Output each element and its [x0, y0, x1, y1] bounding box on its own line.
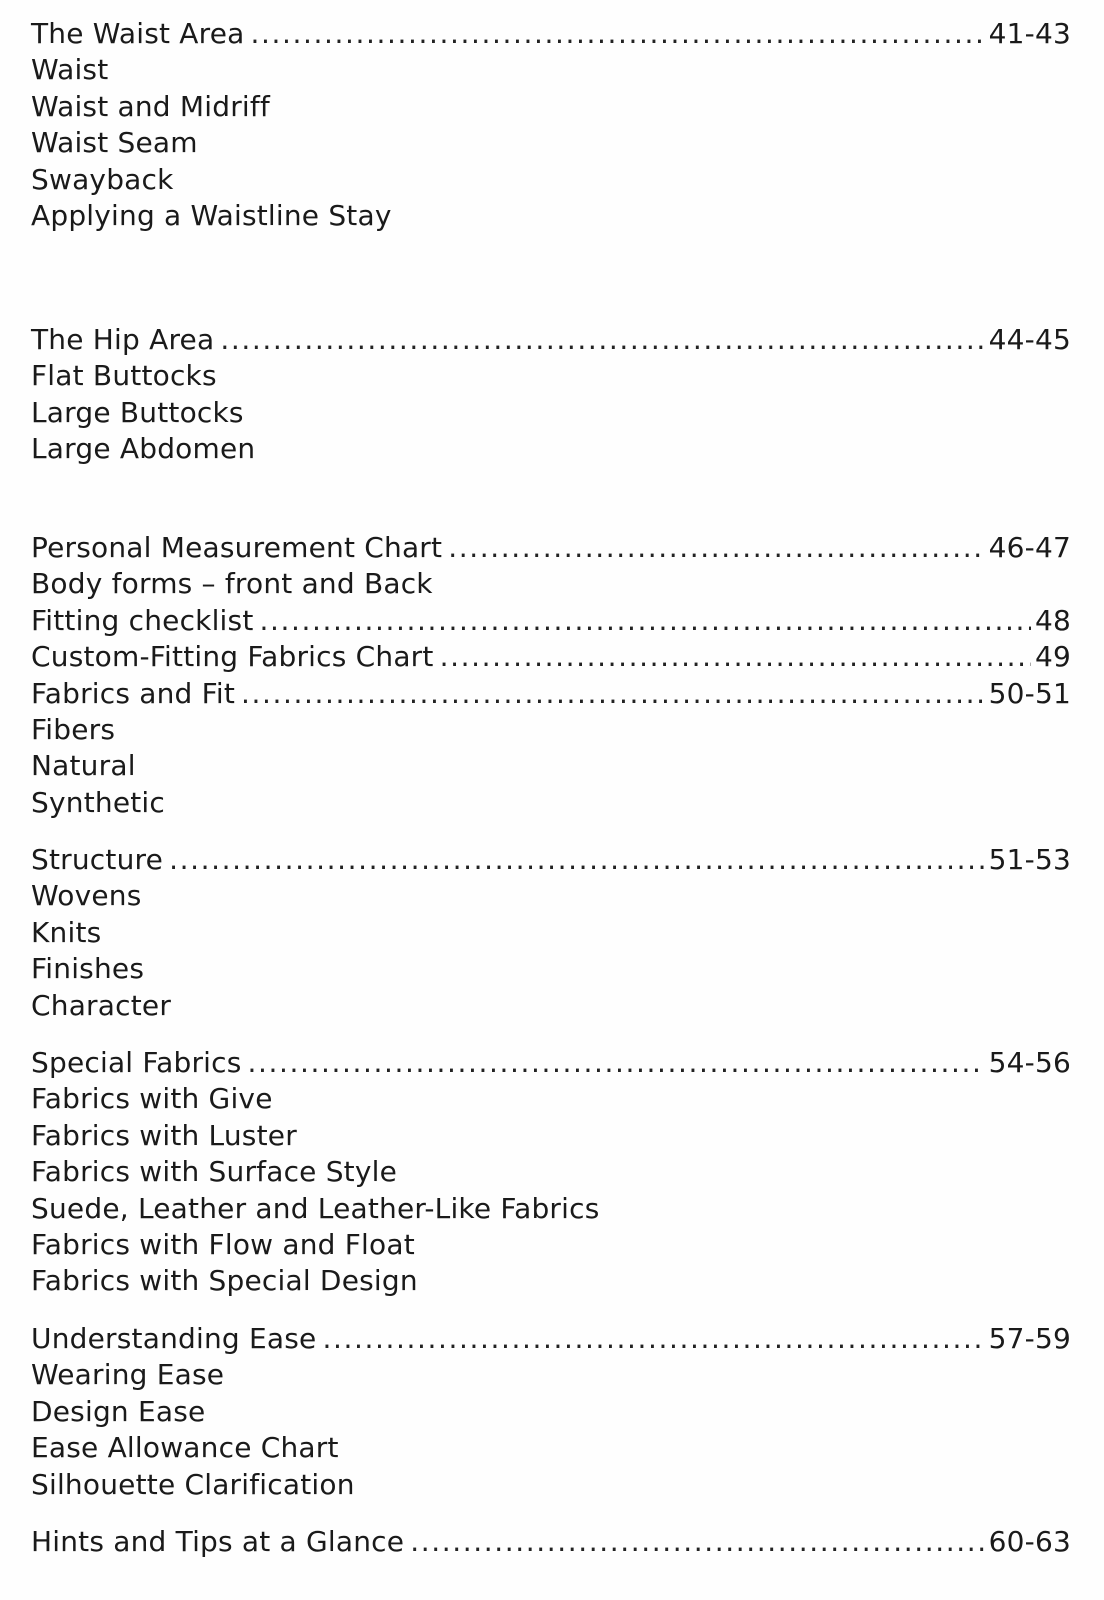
toc-section [31, 842, 1071, 1024]
dot-leader [169, 842, 985, 878]
toc-page-range: 50-51 [988, 676, 1071, 710]
dot-leader [410, 1524, 984, 1560]
toc-subentry: Large Abdomen [31, 432, 256, 466]
toc-entry-title: Custom-Fitting Fabrics Chart [31, 640, 434, 674]
toc-entry-title: Personal Measurement Chart [31, 531, 443, 564]
toc-subentry: Large Buttocks [31, 395, 244, 429]
toc-page-range: 51-53 [988, 843, 1071, 876]
toc-entry-title: Special Fabrics [31, 1046, 242, 1079]
toc-subentry: Waist [31, 53, 109, 87]
dot-leader [248, 1045, 985, 1081]
toc-subentry: Body forms – front and Back [31, 567, 433, 601]
toc-page-range: 46-47 [988, 531, 1071, 564]
toc-subentry: Knits [31, 915, 102, 949]
toc-subentry: Flat Buttocks [31, 359, 217, 393]
dot-leader [251, 16, 985, 52]
toc-entry [31, 1524, 1071, 1560]
toc-subentry: Waist Seam [31, 126, 198, 160]
toc-entry [31, 639, 1071, 675]
toc-entry-title: The Hip Area [31, 323, 215, 356]
dot-leader [260, 603, 1031, 639]
toc-page-range: 41-43 [988, 17, 1071, 50]
toc-page-range: 54-56 [988, 1046, 1071, 1079]
toc-subentry: Fibers [31, 712, 116, 746]
toc-entry [31, 842, 1071, 878]
toc-subentry: Ease Allowance Chart [31, 1431, 339, 1465]
toc-entry [31, 16, 1071, 52]
toc-page-range: 48 [1034, 603, 1071, 637]
toc-page-range: 49 [1034, 640, 1071, 674]
dot-leader [448, 530, 984, 566]
toc-section [31, 530, 1071, 821]
toc-entry-title: Hints and Tips at a Glance [31, 1525, 405, 1558]
toc-entry-title: Fitting checklist [31, 603, 254, 637]
dot-leader [440, 639, 1031, 675]
toc-page-range: 57-59 [988, 1322, 1071, 1355]
dot-leader [220, 322, 984, 358]
toc-section [31, 322, 1071, 468]
toc-entry [31, 530, 1071, 566]
toc-page-range: 60-63 [988, 1525, 1071, 1558]
toc-entry-title: Understanding Ease [31, 1322, 317, 1355]
toc-subentry: Synthetic [31, 785, 165, 819]
toc-subentry: Character [31, 988, 172, 1022]
toc-subentry: Natural [31, 749, 136, 783]
toc-subentry: Swayback [31, 162, 174, 196]
toc-entry [31, 1045, 1071, 1081]
toc-subentry: Finishes [31, 952, 145, 986]
toc-entry-title: The Waist Area [31, 17, 245, 50]
toc-entry [31, 603, 1071, 639]
toc-entry-title: Fabrics and Fit [31, 676, 236, 710]
toc-page-range: 44-45 [988, 323, 1071, 356]
toc-subentry: Fabrics with Surface Style [31, 1155, 398, 1189]
toc-entry [31, 676, 1071, 712]
toc-subentry: Silhouette Clarification [31, 1467, 355, 1501]
toc-entry [31, 322, 1071, 358]
toc-subentry: Fabrics with Flow and Float [31, 1227, 415, 1261]
toc-subentry: Wearing Ease [31, 1358, 225, 1392]
toc-entry [31, 1321, 1071, 1357]
toc-subentry: Fabrics with Luster [31, 1118, 297, 1152]
toc-entry-title: Structure [31, 843, 164, 876]
toc-subentry: Applying a Waistline Stay [31, 198, 392, 232]
toc-section [31, 16, 1071, 234]
toc-subentry: Wovens [31, 879, 142, 913]
toc-section [31, 1045, 1071, 1300]
dot-leader [322, 1321, 984, 1357]
toc-section [31, 1524, 1071, 1560]
dot-leader [241, 676, 985, 712]
toc-subentry: Fabrics with Special Design [31, 1264, 418, 1298]
toc-subentry: Fabrics with Give [31, 1082, 273, 1116]
toc-subentry: Suede, Leather and Leather-Like Fabrics [31, 1191, 600, 1225]
toc-subentry: Design Ease [31, 1394, 206, 1428]
toc-subentry: Waist and Midriff [31, 89, 270, 123]
toc-section [31, 1321, 1071, 1503]
